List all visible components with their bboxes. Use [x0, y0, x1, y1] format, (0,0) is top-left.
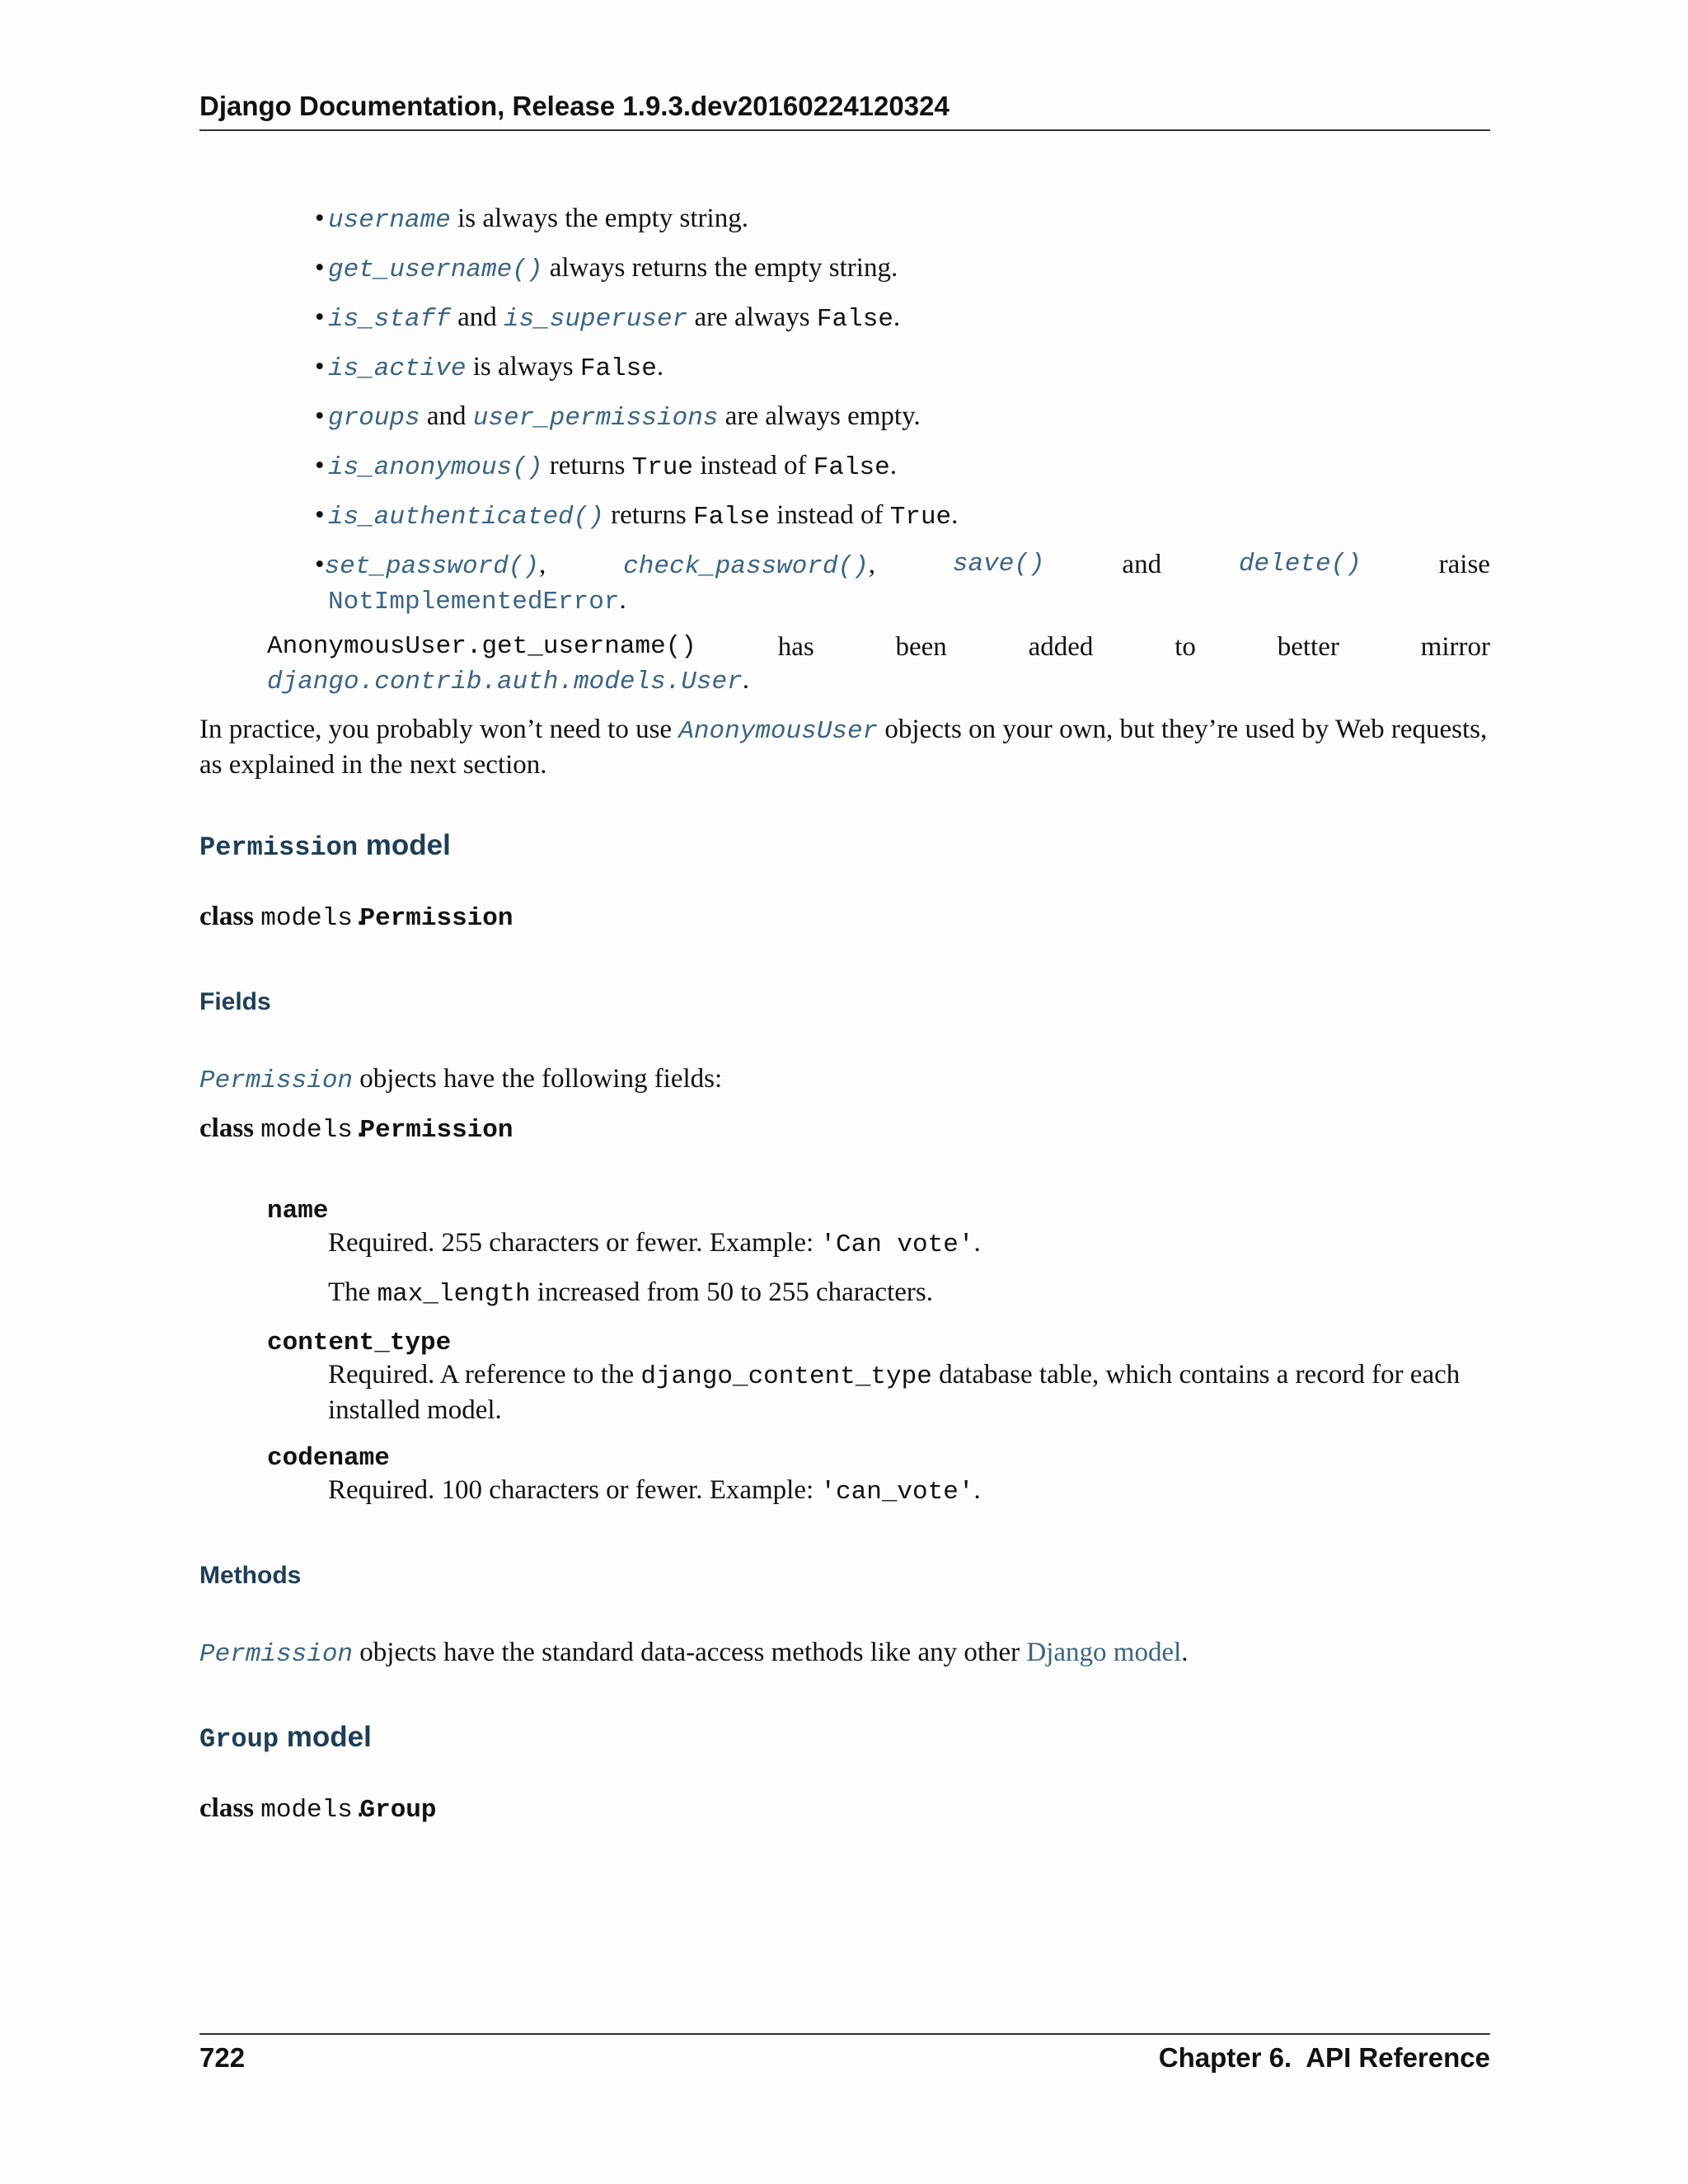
permission-link[interactable]: Permission	[199, 1066, 354, 1095]
groups-link[interactable]: groups	[328, 404, 420, 433]
field-name-content-type: content_type	[267, 1329, 452, 1357]
list-item: • is_staff and is_superuser are always False.	[315, 302, 901, 334]
list-item: • username is always the empty string.	[315, 204, 748, 235]
methods-heading: Methods	[199, 1562, 302, 1589]
field-description: Required. 100 characters or fewer. Example: 'can_vote'.	[328, 1475, 981, 1507]
list-item: • groups and user_permissions are always empty.	[315, 401, 921, 433]
username-link[interactable]: username	[328, 206, 451, 235]
list-item: • get_username() always returns the empty string.	[315, 253, 898, 284]
fields-intro: Permission objects have the following fields:	[199, 1064, 723, 1095]
is-anonymous-link[interactable]: is_anonymous()	[328, 453, 543, 482]
practice-paragraph: In practice, you probably won’t need to use AnonymousUser objects on your own, but they’re used by Web requests, as explained in the next section.	[199, 715, 1488, 780]
version-note: The max_length increased from 50 to 255 characters.	[328, 1277, 933, 1309]
list-item: •set_password(), check_password(), save() and delete() raise NotImplementedError.	[315, 550, 1490, 616]
field-name-name: name	[267, 1197, 329, 1226]
running-header: Django Documentation, Release 1.9.3.dev20160224120324	[199, 91, 950, 121]
user-permissions-link[interactable]: user_permissions	[472, 404, 719, 433]
field-description: Required. A reference to the django_content_type database table, which contains a record for each installed model.	[328, 1360, 1461, 1425]
is-superuser-link[interactable]: is_superuser	[503, 305, 688, 334]
permission-link[interactable]: Permission	[199, 1640, 354, 1669]
field-description: Required. 255 characters or fewer. Example: 'Can vote'.	[328, 1228, 981, 1259]
get-username-link[interactable]: get_username()	[328, 255, 543, 284]
chapter-title: Chapter 6. API Reference	[1158, 2042, 1490, 2073]
list-item: • is_authenticated() returns False instead of True.	[315, 500, 959, 532]
fields-heading: Fields	[199, 988, 271, 1015]
permission-model-heading: Permission model	[199, 829, 451, 863]
class-signature: class models.Permission	[199, 1113, 513, 1145]
list-item: • is_anonymous() returns True instead of False.	[315, 451, 897, 482]
check-password-link[interactable]: check_password()	[623, 552, 869, 581]
footer-rule	[199, 2033, 1490, 2035]
class-signature: class models.Group	[199, 1793, 437, 1825]
field-name-codename: codename	[267, 1444, 390, 1473]
set-password-link[interactable]: set_password()	[324, 552, 540, 581]
anonymous-user-link[interactable]: AnonymousUser	[678, 717, 879, 746]
django-model-link[interactable]: Django model	[1026, 1638, 1182, 1667]
is-staff-link[interactable]: is_staff	[328, 305, 451, 334]
is-active-link[interactable]: is_active	[328, 354, 467, 383]
group-model-heading: Group model	[199, 1721, 372, 1755]
header-rule	[199, 129, 1490, 131]
class-signature: class models.Permission	[199, 902, 513, 933]
page-number: 722	[199, 2042, 246, 2073]
not-implemented-error-link[interactable]: NotImplementedError	[328, 588, 620, 616]
methods-paragraph: Permission objects have the standard data-access methods like any other Django model.	[199, 1638, 1189, 1669]
save-link[interactable]: save()	[952, 550, 1045, 579]
delete-link[interactable]: delete()	[1238, 550, 1362, 579]
is-authenticated-link[interactable]: is_authenticated()	[328, 503, 604, 532]
list-item: • is_active is always False.	[315, 352, 664, 383]
user-model-link[interactable]: django.contrib.auth.models.User	[267, 668, 743, 696]
version-note: AnonymousUser.get_username() has been added to better mirror django.contrib.auth.models.User.	[267, 632, 1490, 696]
